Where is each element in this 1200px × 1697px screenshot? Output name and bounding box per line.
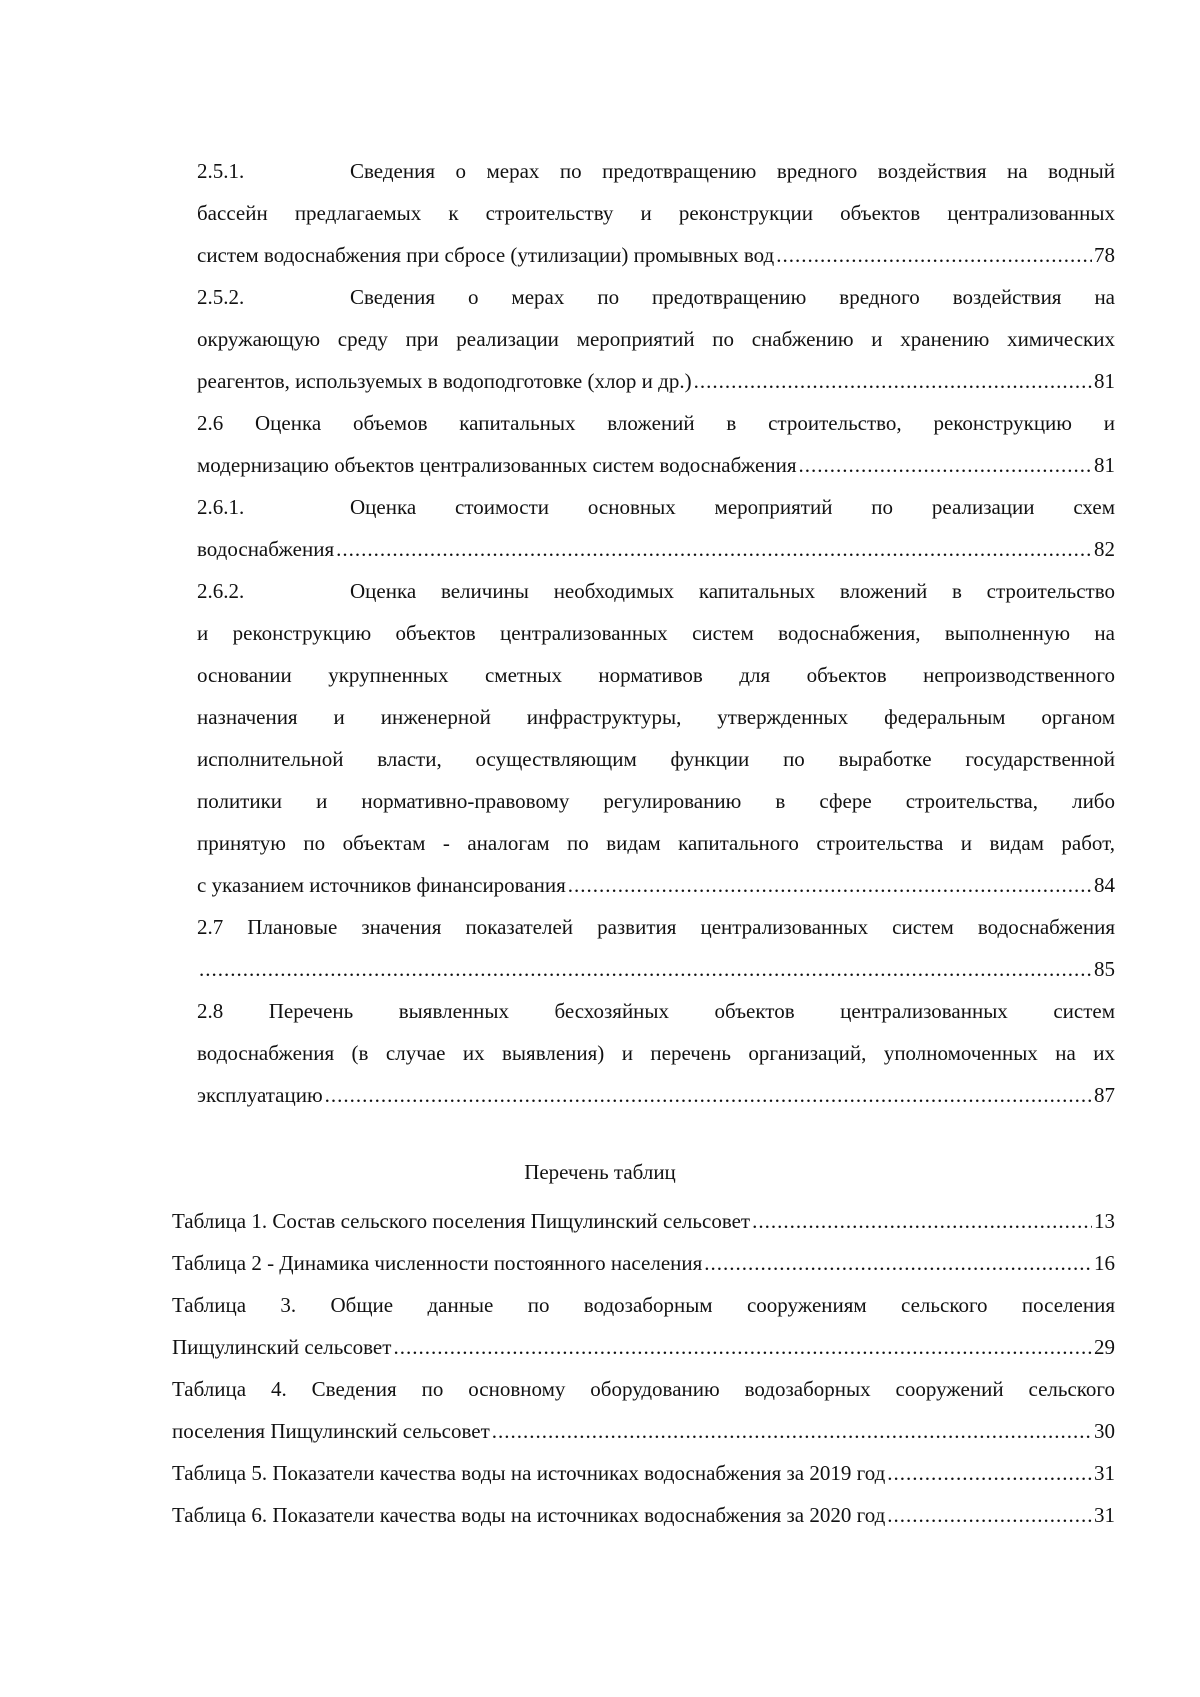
entry-text: Сведения о мерах по предотвращению вредного воздействия на: [350, 285, 1115, 309]
entry-text-line: Таблица 4. Сведения по основному оборудованию водозаборных сооружений сельского: [172, 1377, 1115, 1401]
tables-list: [172, 1200, 1115, 1536]
dot-leader: [568, 864, 1092, 906]
entry-leader-line: [172, 1452, 1115, 1494]
page-number: 13: [1094, 1209, 1115, 1233]
tables-list-title: Перечень таблиц: [524, 1160, 676, 1184]
toc-entry[interactable]: [197, 990, 1115, 1116]
page-number: 78: [1094, 243, 1115, 267]
entry-leader-line: [197, 234, 1115, 276]
page-number: 81: [1094, 369, 1115, 393]
entry-text-line: водоснабжения (в случае их выявления) и перечень организаций, уполномоченных на их: [197, 1041, 1115, 1065]
entry-text: реагентов, используемых в водоподготовке (хлор и др.): [197, 369, 692, 393]
entry-text: модернизацию объектов централизованных систем водоснабжения: [197, 453, 797, 477]
entry-leader-line: [172, 1200, 1115, 1242]
toc-list: [197, 150, 1115, 1116]
table-entry[interactable]: [172, 1494, 1115, 1536]
entry-leader-line: [197, 1074, 1115, 1116]
entry-text-line: политики и нормативно-правовому регулированию в сфере строительства, либо: [197, 789, 1115, 813]
entry-text: Таблица 5. Показатели качества воды на источниках водоснабжения за 2019 год: [172, 1461, 886, 1485]
entry-number: 2.6.2.: [197, 579, 245, 603]
entry-text-line: Таблица 3. Общие данные по водозаборным сооружениям сельского поселения: [172, 1293, 1115, 1317]
entry-text: Таблица 6. Показатели качества воды на источниках водоснабжения за 2020 год: [172, 1503, 886, 1527]
dot-leader: [776, 234, 1092, 276]
entry-leader-line: [197, 948, 1115, 990]
entry-leader-line: [197, 864, 1115, 906]
entry-text-line: [197, 276, 1115, 318]
entry-text-line: и реконструкцию объектов централизованных систем водоснабжения, выполненную на: [197, 621, 1115, 645]
entry-leader-line: [172, 1410, 1115, 1452]
entry-text: Сведения о мерах по предотвращению вредного воздействия на водный: [350, 159, 1115, 183]
dot-leader: [492, 1410, 1092, 1452]
table-entry[interactable]: [172, 1200, 1115, 1242]
entry-leader-line: [172, 1326, 1115, 1368]
entry-leader-line: [197, 360, 1115, 402]
entry-text: Таблица 2 - Динамика численности постоянного населения: [172, 1251, 703, 1275]
entry-text: Пищулинский сельсовет: [172, 1335, 392, 1359]
toc-entry[interactable]: [197, 150, 1115, 276]
entry-number: 2.5.1.: [197, 159, 245, 183]
entry-leader-line: [197, 528, 1115, 570]
entry-text-line: 2.8 Перечень выявленных бесхозяйных объектов централизованных систем: [197, 999, 1115, 1023]
entry-text: с указанием источников финансирования: [197, 873, 566, 897]
entry-text-line: 2.6 Оценка объемов капитальных вложений в строительство, реконструкцию и: [197, 411, 1115, 435]
entry-leader-line: [172, 1242, 1115, 1284]
dot-leader: [694, 360, 1092, 402]
entry-text-line: 2.7 Плановые значения показателей развития централизованных систем водоснабжения: [197, 915, 1115, 939]
table-entry[interactable]: [172, 1242, 1115, 1284]
page-number: 31: [1094, 1503, 1115, 1527]
entry-text: водоснабжения: [197, 537, 335, 561]
dot-leader: [704, 1242, 1092, 1284]
table-entry[interactable]: [172, 1368, 1115, 1452]
toc-entry[interactable]: [197, 570, 1115, 906]
table-entry[interactable]: [172, 1452, 1115, 1494]
toc-entry[interactable]: [197, 486, 1115, 570]
page-number: 87: [1094, 1083, 1115, 1107]
entry-text: Оценка стоимости основных мероприятий по реализации схем: [350, 495, 1115, 519]
entry-leader-line: [197, 444, 1115, 486]
dot-leader: [887, 1494, 1092, 1536]
dot-leader: [752, 1200, 1092, 1242]
entry-leader-line: [172, 1494, 1115, 1536]
page-number: 85: [1094, 957, 1115, 981]
entry-text-line: [197, 486, 1115, 528]
entry-text: систем водоснабжения при сбросе (утилизации) промывных вод: [197, 243, 775, 267]
entry-text-line: [197, 570, 1115, 612]
page-number: 84: [1094, 873, 1115, 897]
entry-number: 2.5.2.: [197, 285, 245, 309]
dot-leader: [336, 528, 1092, 570]
page-number: 81: [1094, 453, 1115, 477]
entry-text-line: [197, 150, 1115, 192]
toc-entry[interactable]: [197, 402, 1115, 486]
dot-leader: [887, 1452, 1092, 1494]
entry-text-line: назначения и инженерной инфраструктуры, утвержденных федеральным органом: [197, 705, 1115, 729]
toc-entry[interactable]: [197, 906, 1115, 990]
page-number: 29: [1094, 1335, 1115, 1359]
entry-text-line: исполнительной власти, осуществляющим функции по выработке государственной: [197, 747, 1115, 771]
toc-entry[interactable]: [197, 276, 1115, 402]
entry-number: 2.6.1.: [197, 495, 245, 519]
entry-text-line: бассейн предлагаемых к строительству и реконструкции объектов централизованных: [197, 201, 1115, 225]
dot-leader: [798, 444, 1092, 486]
entry-text: эксплуатацию: [197, 1083, 323, 1107]
entry-text-line: принятую по объектам - аналогам по видам капитального строительства и видам работ,: [197, 831, 1115, 855]
page-number: 30: [1094, 1419, 1115, 1443]
entry-text: Оценка величины необходимых капитальных вложений в строительство: [350, 579, 1115, 603]
entry-text-line: окружающую среду при реализации мероприятий по снабжению и хранению химических: [197, 327, 1115, 351]
page-number: 82: [1094, 537, 1115, 561]
dot-leader: [393, 1326, 1092, 1368]
page-number: 16: [1094, 1251, 1115, 1275]
entry-text: поселения Пищулинский сельсовет: [172, 1419, 490, 1443]
dot-leader: [325, 1074, 1092, 1116]
table-entry[interactable]: [172, 1284, 1115, 1368]
page-number: 31: [1094, 1461, 1115, 1485]
entry-text-line: основании укрупненных сметных нормативов для объектов непроизводственного: [197, 663, 1115, 687]
dot-leader: [199, 948, 1092, 990]
entry-text: Таблица 1. Состав сельского поселения Пищулинский сельсовет: [172, 1209, 751, 1233]
